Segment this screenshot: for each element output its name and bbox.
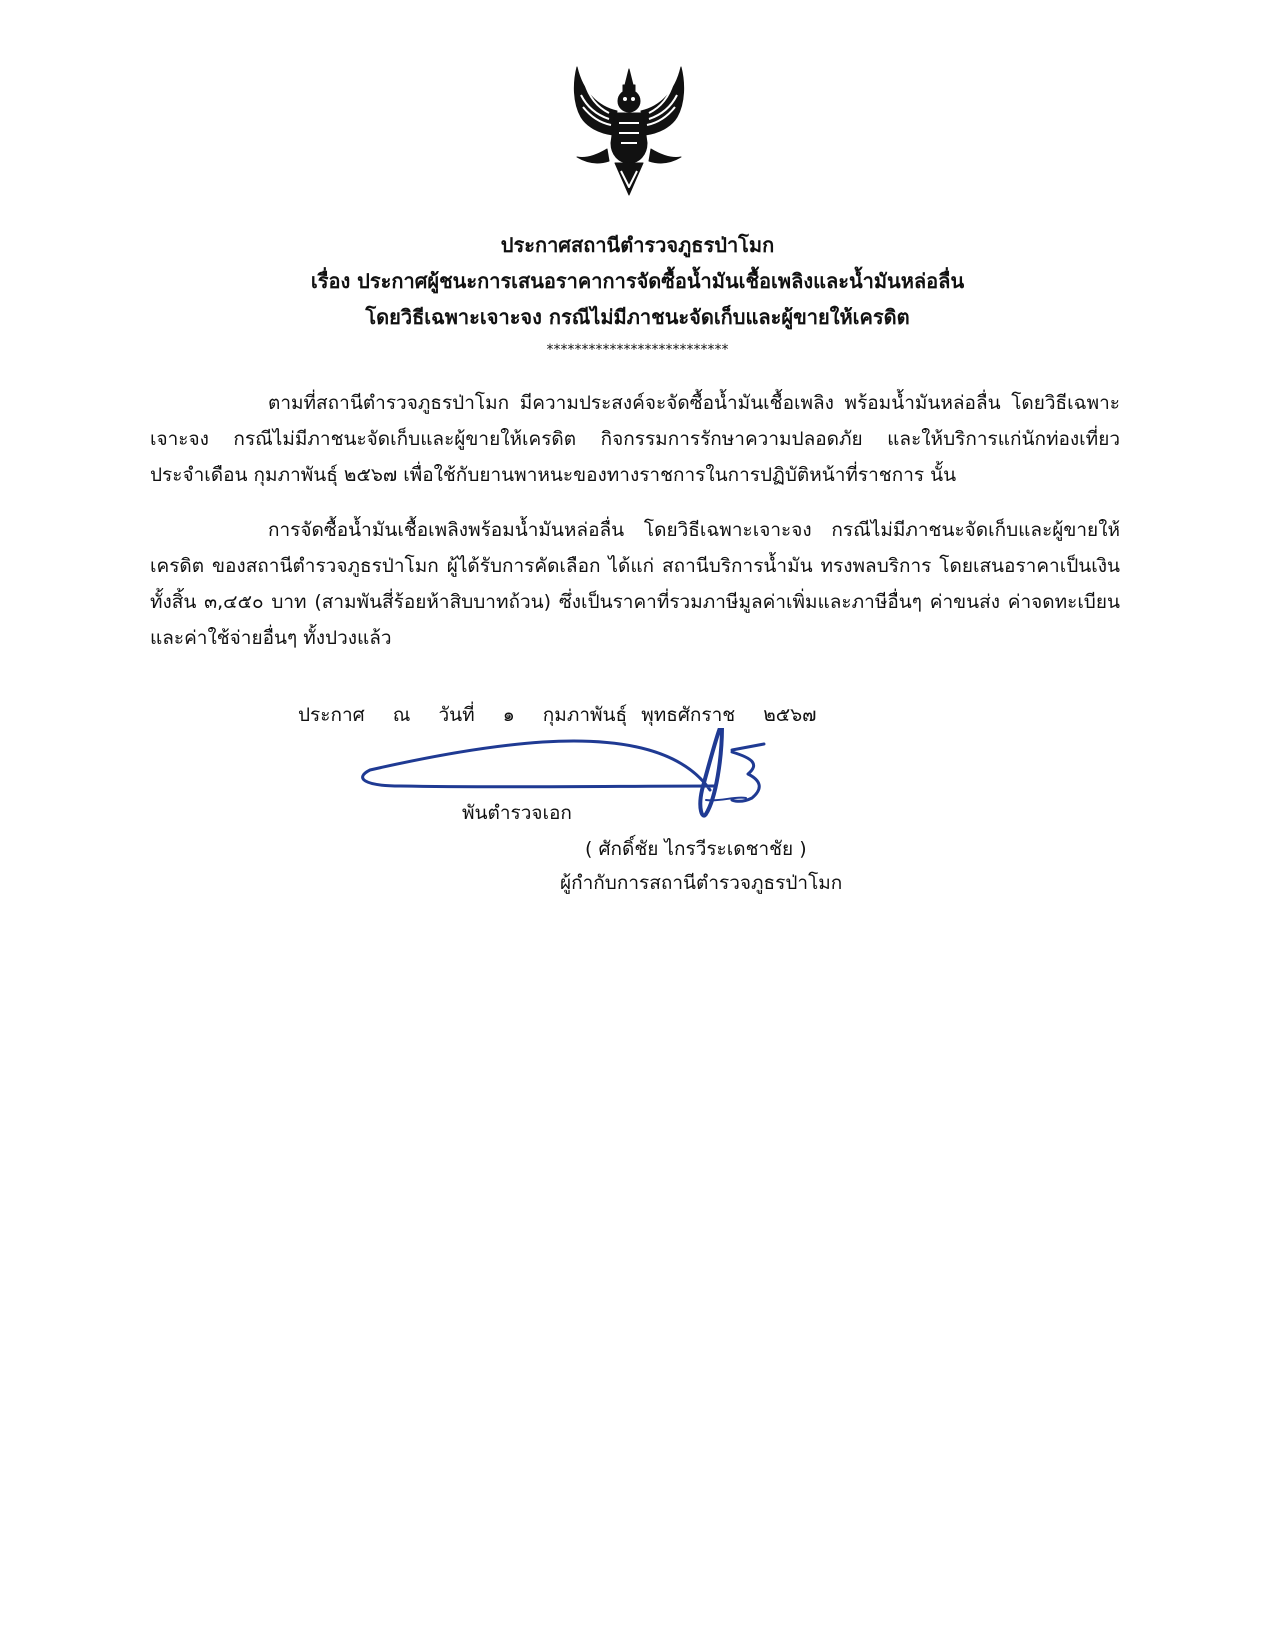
announcement-method: โดยวิธีเฉพาะเจาะจง กรณีไม่มีภาชนะจัดเก็บและผู้ขายให้เครดิต (365, 305, 910, 329)
signer-rank: พันตำรวจเอก (462, 802, 572, 824)
announcement-subject: เรื่อง ประกาศผู้ชนะการเสนอราคาการจัดซื้อน้ำมันเชื้อเพลิงและน้ำมันหล่อลื่น (310, 269, 965, 293)
announce-prefix: ประกาศ (298, 704, 365, 726)
body-paragraph-2: การจัดซื้อน้ำมันเชื้อเพลิงพร้อมน้ำมันหล่อลื่น โดยวิธีเฉพาะเจาะจง กรณีไม่มีภาชนะจัดเก็บและผู้ขายให้เครดิต ของสถานีตำรวจภูธรป่าโมก ผู้ได้รับการคัดเลือก ได้แก่ สถานีบริการน้ำมัน ทรงพลบริการ โดยเสนอราคาเป็นเงินทั้งสิ้น ๓,๔๕๐ บาท (สามพันสี่ร้อยห้าสิบบาทถ้วน) ซึ่งเป็นราคาที่รวมภาษีมูลค่าเพิ่มและภาษีอื่นๆ ค่าขนส่ง ค่าจดทะเบียน และค่าใช้จ่ายอื่นๆ ทั้งปวงแล้ว (150, 519, 1120, 649)
announce-at: ณ (392, 704, 411, 726)
handwritten-signature (360, 728, 810, 848)
announce-month: กุมภาพันธุ์ (542, 704, 628, 726)
announce-era: พุทธศักราช (641, 704, 736, 726)
body-paragraph-1: ตามที่สถานีตำรวจภูธรป่าโมก มีความประสงค์จะจัดซื้อน้ำมันเชื้อเพลิง พร้อมน้ำมันหล่อลื่น โดยวิธีเฉพาะเจาะจง กรณีไม่มีภาชนะจัดเก็บและผู้ขายให้เครดิต กิจกรรมการรักษาความปลอดภัย และให้บริการแก่นักท่องเที่ยว ประจำเดือน กุมภาพันธุ์ ๒๕๖๗ เพื่อใช้กับยานพาหนะของทางราชการในการปฏิบัติหน้าที่ราชการ นั้น (150, 392, 1120, 486)
heading-separator: ************************** (546, 342, 729, 358)
announcement-date-line (298, 700, 838, 730)
announce-year: ๒๕๖๗ (763, 704, 817, 726)
announcement-title: ประกาศสถานีตำรวจภูธรป่าโมก (500, 233, 775, 257)
garuda-emblem-icon (563, 63, 695, 203)
signer-name: ( ศักดิ์ชัย ไกรวีระเดชาชัย ) (585, 838, 807, 860)
announce-date-label: วันที่ (438, 704, 475, 726)
signer-position: ผู้กำกับการสถานีตำรวจภูธรป่าโมก (560, 872, 843, 894)
announce-day: ๑ (502, 704, 515, 726)
